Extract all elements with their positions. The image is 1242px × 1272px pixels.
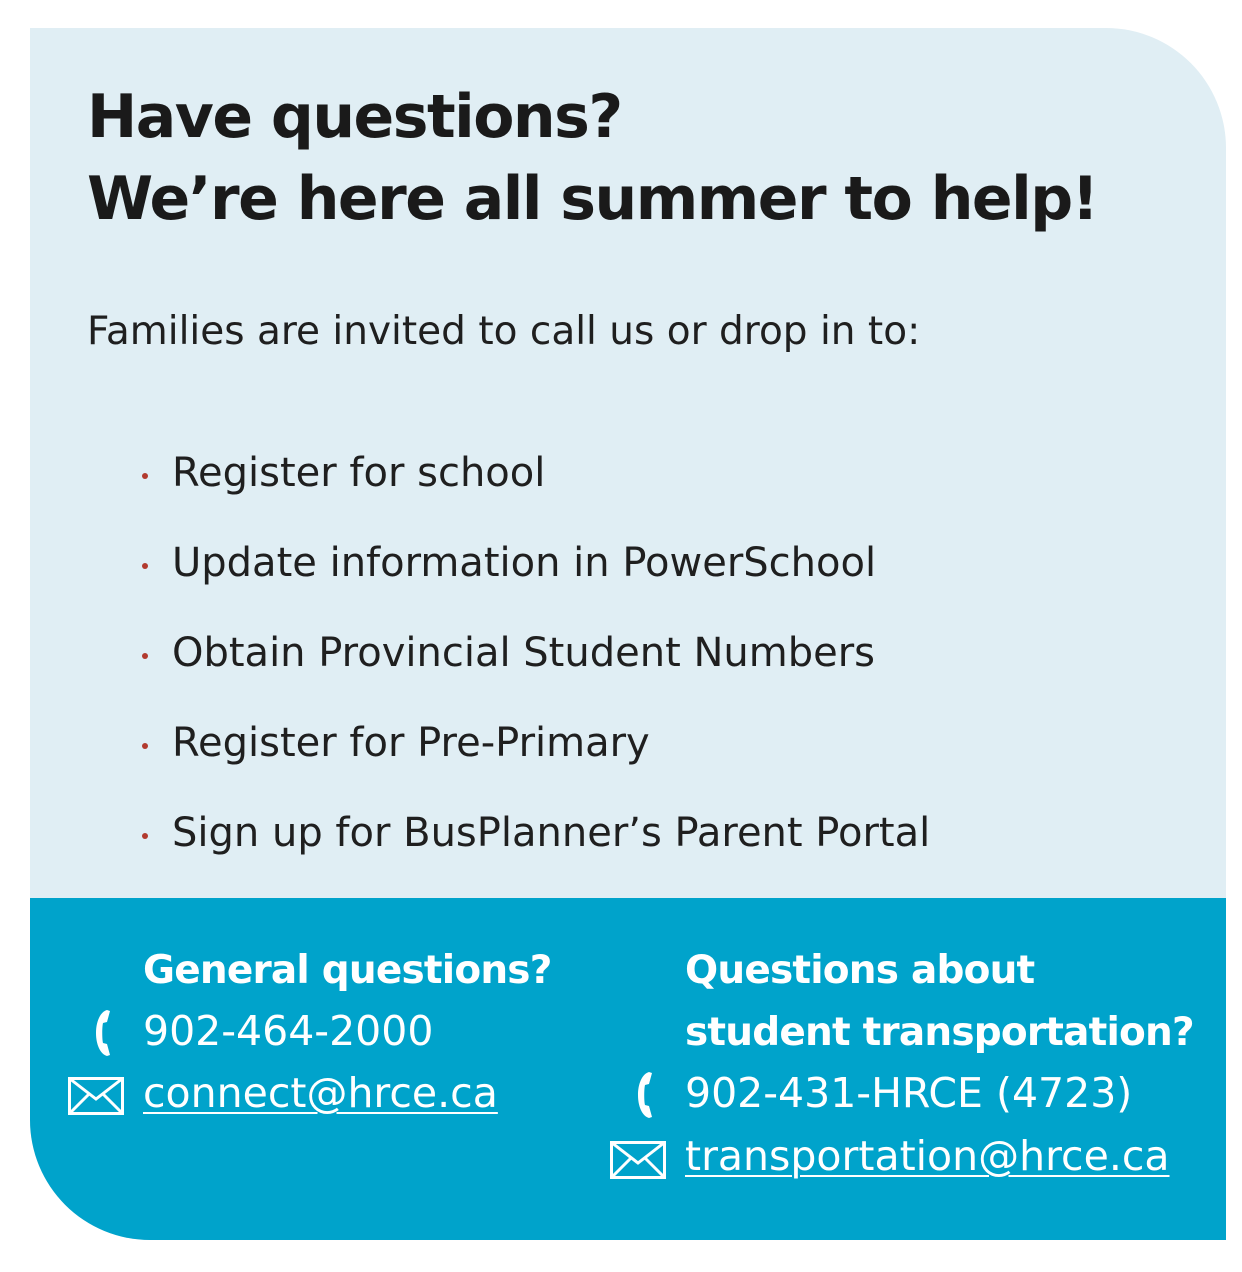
phone-icon: [94, 1008, 116, 1058]
headline-line-2: We’re here all summer to help!: [87, 164, 1098, 234]
list-item: [142, 608, 930, 698]
list-item-label: Obtain Provincial Student Numbers: [172, 630, 875, 676]
contact-band: [30, 898, 1226, 1240]
bullet-icon: [142, 563, 148, 569]
services-list: [142, 428, 930, 878]
list-item: [142, 518, 930, 608]
envelope-icon: [610, 1141, 666, 1179]
intro-text: Families are invited to call us or drop in to:: [87, 309, 921, 354]
list-item-label: Update information in PowerSchool: [172, 540, 877, 586]
list-item-label: Register for Pre-Primary: [172, 720, 650, 766]
headline-line-1: Have questions?: [87, 82, 622, 152]
info-card: [30, 28, 1226, 1240]
general-questions-heading: [143, 940, 552, 1002]
list-item-label: Register for school: [172, 450, 546, 496]
transportation-heading-line-2: student transportation?: [685, 1010, 1194, 1055]
bullet-icon: [142, 653, 148, 659]
general-phone[interactable]: 902-464-2000: [143, 1007, 434, 1055]
transportation-heading: [685, 940, 1194, 1064]
transportation-phone[interactable]: 902-431-HRCE (4723): [685, 1069, 1133, 1117]
list-item-label: Sign up for BusPlanner’s Parent Portal: [172, 810, 931, 856]
general-questions-heading-text: General questions?: [143, 948, 552, 993]
bullet-icon: [142, 473, 148, 479]
phone-icon: [636, 1070, 658, 1120]
bullet-icon: [142, 743, 148, 749]
headline: [87, 76, 1098, 240]
transportation-email-line: [685, 1125, 1170, 1187]
transportation-heading-line-1: Questions about: [685, 948, 1035, 993]
transportation-email-link[interactable]: transportation@hrce.ca: [685, 1132, 1170, 1180]
envelope-icon: [68, 1077, 124, 1115]
bullet-icon: [142, 833, 148, 839]
general-email-line: [143, 1062, 498, 1124]
list-item: [142, 788, 930, 878]
general-email-link[interactable]: connect@hrce.ca: [143, 1069, 498, 1117]
list-item: [142, 698, 930, 788]
list-item: [142, 428, 930, 518]
